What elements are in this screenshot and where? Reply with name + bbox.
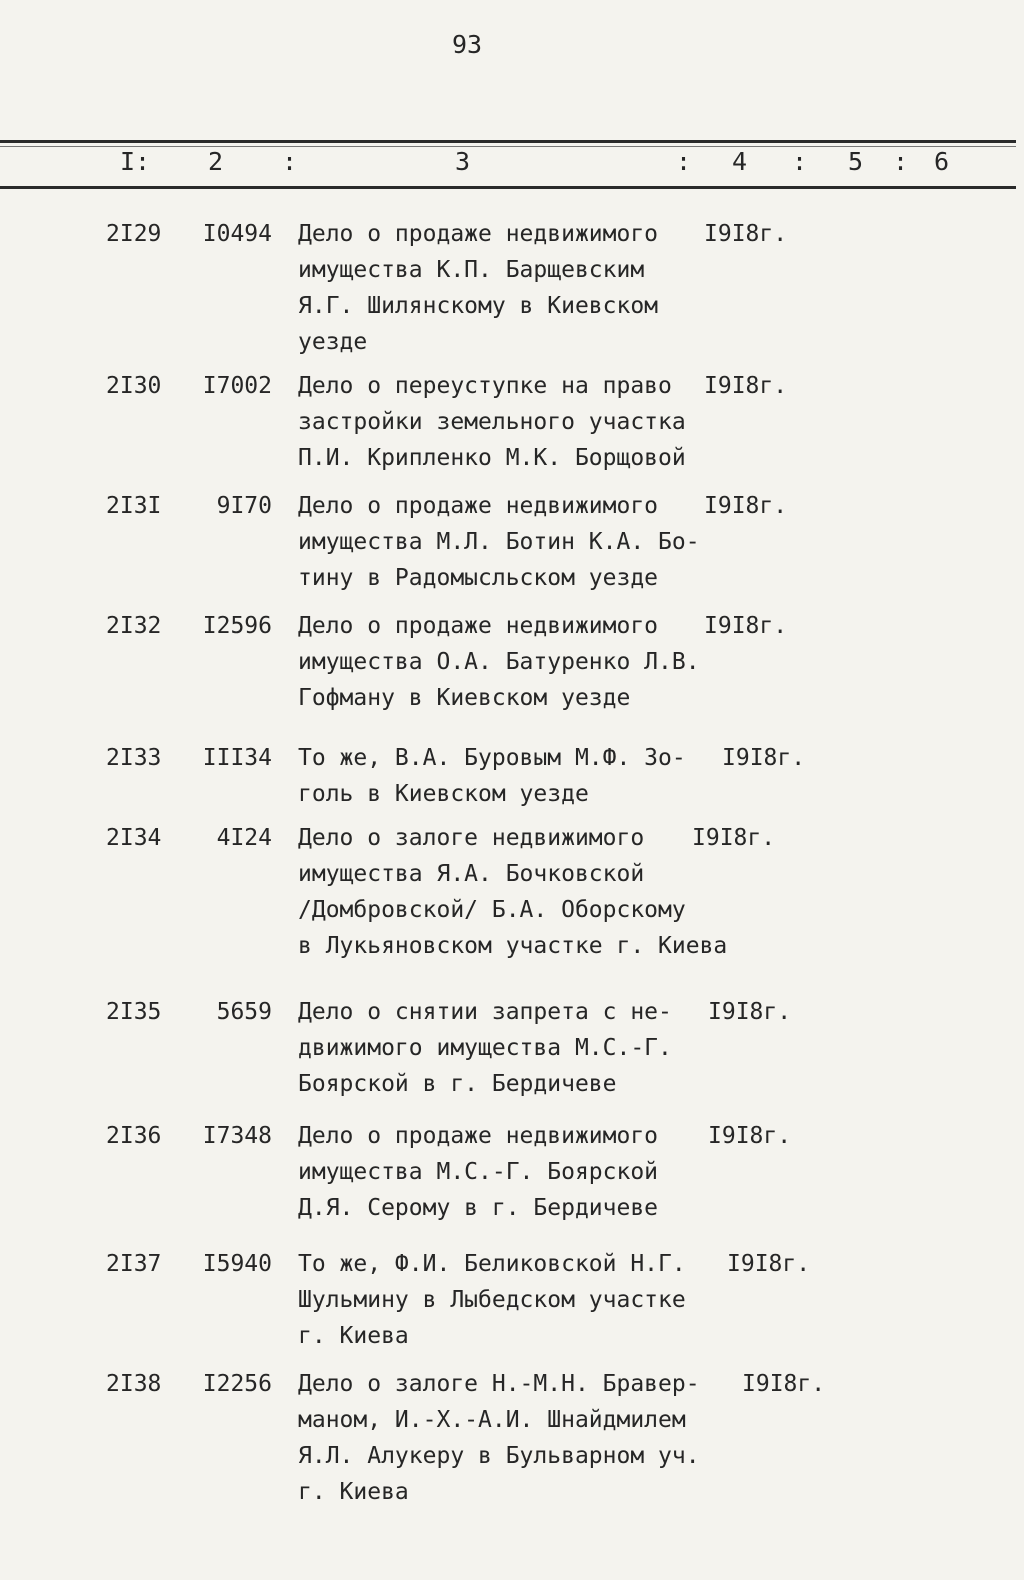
entry-number: 2I38 — [106, 1371, 162, 1397]
entry-title-line: имущества М.Л. Ботин К.А. Бо- — [298, 529, 700, 555]
entry-title — [298, 608, 700, 716]
entry-reference: I2596 — [202, 613, 272, 639]
entry-title-line: Дело о продаже недвижимого — [298, 493, 659, 519]
entry-title-line: Гофману в Киевском уезде — [298, 685, 631, 711]
entry-reference: I7348 — [202, 1123, 272, 1149]
entry-title-line: Дело о залоге недвижимого — [298, 825, 645, 851]
entry-year: I9I8г. — [704, 221, 788, 247]
entry-number: 2I35 — [106, 999, 162, 1025]
entry-title — [298, 740, 686, 812]
entry-year: I9I8г. — [692, 825, 776, 851]
entry-year: I9I8г. — [704, 373, 788, 399]
entry-number: 2I36 — [106, 1123, 162, 1149]
column-header-3: 3 — [455, 147, 471, 176]
entry-title — [298, 820, 727, 964]
column-separator: : — [792, 147, 808, 176]
entry-number: 2I37 — [106, 1251, 162, 1277]
entry-year: I9I8г. — [708, 1123, 792, 1149]
entry-title-line: уезде — [298, 329, 368, 355]
entry-year: I9I8г. — [722, 745, 806, 771]
entry-title-line: Я.Г. Шилянскому в Киевском — [298, 293, 659, 319]
entry-title — [298, 1246, 686, 1354]
entry-title-line: Д.Я. Серому в г. Бердичеве — [298, 1195, 659, 1221]
entry-title — [298, 1366, 700, 1510]
page-number: 93 — [452, 30, 483, 59]
entry-title-line: Дело о продаже недвижимого — [298, 1123, 659, 1149]
entry-title-line: имущества Я.А. Бочковской — [298, 861, 645, 887]
entry-title-line: г. Киева — [298, 1479, 409, 1505]
column-header-6: 6 — [934, 147, 950, 176]
entry-title — [298, 368, 686, 476]
entry-number: 2I32 — [106, 613, 162, 639]
entry-title-line: имущества М.С.-Г. Боярской — [298, 1159, 659, 1185]
entry-reference: I5940 — [202, 1251, 272, 1277]
entry-number: 2I34 — [106, 825, 162, 851]
column-separator: : — [676, 147, 692, 176]
column-separator: : — [282, 147, 298, 176]
entry-year: I9I8г. — [704, 493, 788, 519]
entry-title-line: То же, В.А. Буровым М.Ф. Зо- — [298, 745, 686, 771]
entry-title-line: /Домбровской/ Б.А. Оборскому — [298, 897, 686, 923]
entry-title — [298, 1118, 658, 1226]
entry-year: I9I8г. — [704, 613, 788, 639]
table-top-rule — [0, 140, 1016, 143]
entry-title-line: Дело о продаже недвижимого — [298, 613, 659, 639]
entry-title-line: тину в Радомысльском уезде — [298, 565, 659, 591]
entry-title-line: имущества О.А. Батуренко Л.В. — [298, 649, 700, 675]
entry-title-line: Дело о залоге Н.-М.Н. Бравер- — [298, 1371, 700, 1397]
column-header-2: 2 — [208, 147, 224, 176]
entry-reference: 5659 — [216, 999, 272, 1025]
entry-year: I9I8г. — [708, 999, 792, 1025]
entry-reference: I7002 — [202, 373, 272, 399]
entry-title-line: П.И. Крипленко М.К. Борщовой — [298, 445, 686, 471]
entry-reference: I2256 — [202, 1371, 272, 1397]
table-top-rule-thin — [0, 146, 1016, 147]
entry-reference: III34 — [202, 745, 272, 771]
column-header-1: I: — [120, 147, 151, 176]
entry-year: I9I8г. — [727, 1251, 811, 1277]
entry-number: 2I3I — [106, 493, 162, 519]
entry-title-line: Дело о снятии запрета с не- — [298, 999, 672, 1025]
entry-title-line: Боярской в г. Бердичеве — [298, 1071, 617, 1097]
entry-title-line: голь в Киевском уезде — [298, 781, 589, 807]
entry-number: 2I33 — [106, 745, 162, 771]
entry-title-line: То же, Ф.И. Беликовской Н.Г. — [298, 1251, 686, 1277]
entry-title-line: Дело о переуступке на право — [298, 373, 672, 399]
entry-title-line: г. Киева — [298, 1323, 409, 1349]
entry-reference: 9I70 — [216, 493, 272, 519]
entry-title-line: Дело о продаже недвижимого — [298, 221, 659, 247]
entry-title-line: имущества К.П. Барщевским — [298, 257, 645, 283]
entry-reference: 4I24 — [216, 825, 272, 851]
column-separator: : — [893, 147, 909, 176]
entry-title-line: застройки земельного участка — [298, 409, 686, 435]
entry-title-line: маном, И.-Х.-А.И. Шнайдмилем — [298, 1407, 686, 1433]
entry-number: 2I30 — [106, 373, 162, 399]
entry-reference: I0494 — [202, 221, 272, 247]
entry-title-line: Шульмину в Лыбедском участке — [298, 1287, 686, 1313]
entry-number: 2I29 — [106, 221, 162, 247]
entry-title-line: в Лукьяновском участке г. Киева — [298, 933, 728, 959]
entry-title — [298, 488, 700, 596]
entry-title-line: движимого имущества М.С.-Г. — [298, 1035, 672, 1061]
column-header-5: 5 — [848, 147, 864, 176]
table-header-bottom-rule — [0, 186, 1016, 189]
column-header-4: 4 — [732, 147, 748, 176]
entry-title — [298, 994, 672, 1102]
entry-title — [298, 216, 658, 360]
entry-title-line: Я.Л. Алукеру в Бульварном уч. — [298, 1443, 700, 1469]
entry-year: I9I8г. — [742, 1371, 826, 1397]
